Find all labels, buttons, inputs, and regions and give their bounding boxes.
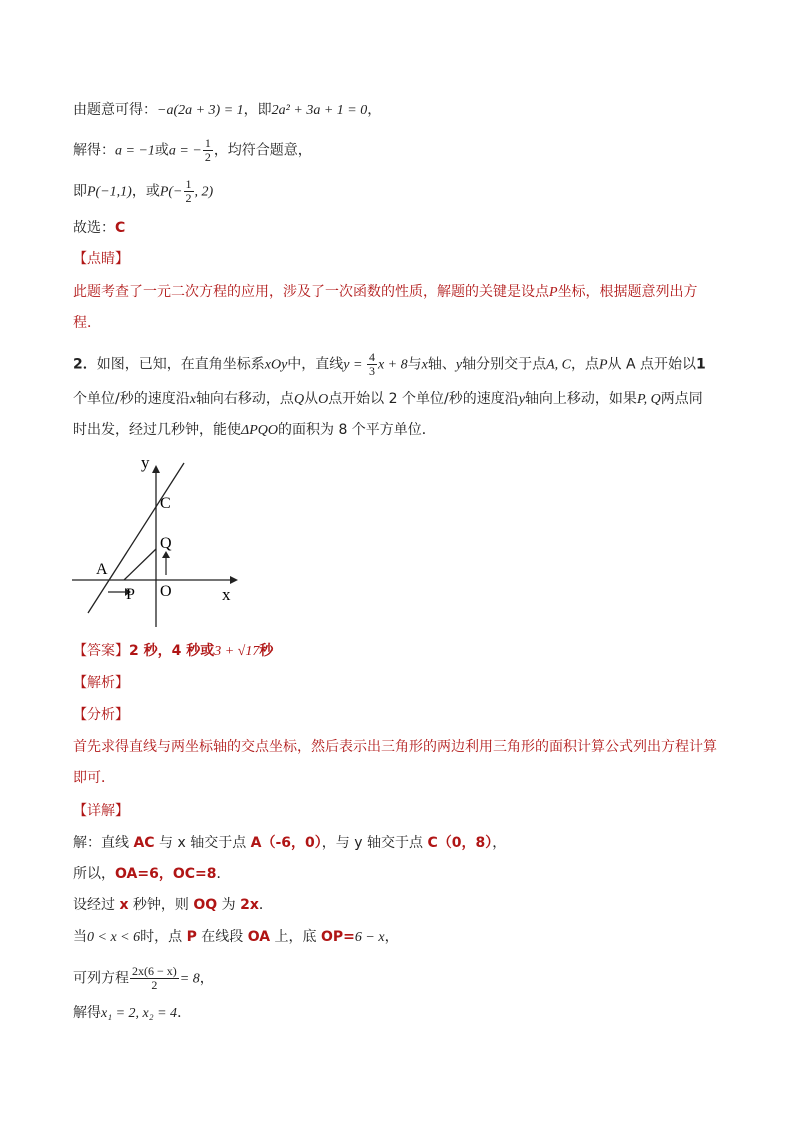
variable: P [549,285,558,300]
label-a: A [96,561,108,578]
text: 坐标，根据题意列出方 [557,284,698,300]
fraction [184,178,194,205]
text: 即 [73,183,87,200]
denominator: 2 [185,191,192,205]
equation: y = [343,357,366,373]
text: 秒钟，则 [128,897,194,913]
question-line-1 [73,351,706,378]
solution-line-2 [73,137,312,164]
analysis-line-1: 首先求得直线与两坐标轴的交点坐标，然后表示出三角形的两边利用三角形的面积计算公式列出方程计算 [73,739,717,755]
detail-line-1 [73,833,506,853]
text: 在线段 [196,929,248,945]
comment-line-2: 程． [73,315,101,331]
detail-line-6 [73,1003,191,1024]
text: ， [199,970,214,987]
text: ， [492,835,507,851]
text: ，点 [570,356,599,373]
question-line-3 [73,420,436,441]
highlight: OA [247,929,271,945]
text: 设经过 [73,897,120,913]
answer-label: 【答案】 [73,643,129,659]
text: 中，直线 [287,356,344,373]
comment-line-1 [73,282,698,303]
detail-line-4 [73,927,399,948]
text: 此题考查了一元二次方程的应用，涉及了一次函数的性质，解题的关键是设点 [73,284,549,300]
detail-line-3 [73,895,273,915]
fraction [203,137,213,164]
label-p: P [126,586,135,603]
highlight: OP= [321,929,355,945]
solution: x₁ = 2, x₂ = 4 [101,1006,178,1021]
coordinate-figure [68,455,248,630]
solution-line-3 [73,178,213,205]
text: 轴向右移动，点 [195,391,294,407]
text: 解得： [73,142,115,159]
highlight: OA=6，OC=8 [115,866,217,882]
text: ，均符合题意， [213,142,312,159]
text: 可列方程 [73,970,129,987]
denominator: 2 [204,150,211,164]
section-fenxi: 【分析】 [73,707,129,723]
triangle: ΔPQO [241,423,278,438]
numerator: 1 [204,136,211,150]
variable: xOy [264,357,288,373]
text: ，即 [243,102,272,118]
text: 解得 [73,1005,101,1021]
q-arrow-head [162,551,170,558]
text: 与 [407,356,422,373]
text: 时出发，经过几秒钟，能使 [73,422,241,438]
text: ． [258,897,273,913]
detail-line-2 [73,864,230,884]
label-x: x [222,585,231,604]
text: ， [384,929,399,945]
text: 轴分别交于点 [462,356,547,373]
solution-line-4 [73,218,125,238]
point: P(−1,1) [87,184,132,200]
variable: x [421,357,428,373]
variable: x [189,392,196,407]
label-c: C [160,495,171,512]
text: 故选： [73,220,115,236]
x-axis-arrow [230,576,238,584]
variable: P [598,357,608,373]
highlight: A（-6，0） [250,835,322,851]
text: 所以， [73,866,115,882]
fraction [130,965,179,992]
variable: y [455,357,463,373]
expression: 6 − x [354,930,385,945]
text: 的面积为 8 个平方单位． [278,422,436,438]
text: 上，底 [270,929,322,945]
text: 点开始以 2 个单位/秒的速度沿 [328,391,519,407]
text: ， [367,102,382,118]
point: P(− [159,184,183,200]
text: 由题意可得： [73,102,157,118]
highlight: P [186,929,197,945]
highlight: 2x [240,897,259,913]
text: 如图，已知，在直角坐标系 [96,356,265,373]
text: ，与 y 轴交于点 [321,835,428,851]
numerator: 2x(6 − x) [132,964,177,978]
text: 从 [304,391,319,407]
variable: A, C [546,357,571,373]
text: 当 [73,929,87,945]
text: ． [177,1005,192,1021]
text: 轴、 [427,356,456,373]
text: 轴向上移动，如果 [524,391,637,407]
denominator: 2 [151,978,158,992]
inequality: 0 < x < 6 [87,930,141,945]
highlight: AC [133,835,155,851]
segment-pq [124,549,156,580]
highlight: x [119,897,129,913]
variable: P, Q [636,392,661,407]
denominator: 3 [368,364,375,378]
label-y: y [141,455,150,472]
text: 解：直线 [73,835,134,851]
text: 为 [217,897,241,913]
numerator: 1 [185,177,192,191]
variable: y [518,392,525,407]
equation: = 8 [179,971,200,987]
fraction [367,351,377,378]
text: 与 x 轴交于点 [154,835,251,851]
detail-line-5 [73,965,214,992]
question-number: 2． [73,356,97,373]
question-line-2 [73,389,703,410]
variable: O [318,392,329,407]
label-q: Q [160,535,172,552]
equation: x + 8 [377,357,408,373]
section-jiexi: 【解析】 [73,675,129,691]
solution-line-1 [73,100,381,121]
text: 从 A 点开始以 [607,356,697,373]
answer-choice: C [115,220,126,236]
equation: a = − [168,143,202,159]
numerator: 4 [368,350,375,364]
text: 个单位/秒的速度沿 [73,391,190,407]
text: ，或 [131,183,160,200]
point: , 2) [194,184,214,200]
equation: 2a² + 3a + 1 = 0 [271,103,368,118]
section-dianjing: 【点睛】 [73,251,129,267]
number: 1 [696,356,706,373]
section-xiangjie: 【详解】 [73,803,129,819]
answer-text: 2 秒，4 秒或 [129,643,215,659]
answer-text: 秒 [259,643,274,659]
variable: Q [293,392,305,407]
label-o: O [160,583,172,600]
highlight: C（0，8） [427,835,493,851]
text: 或 [154,142,169,159]
highlight: OQ [193,897,218,913]
y-axis-arrow [152,465,160,473]
text: 时，点 [140,929,187,945]
analysis-line-2: 即可． [73,770,115,786]
text: 两点同 [660,391,703,407]
answer-math: 3 + √17 [214,644,260,659]
text: ． [216,866,231,882]
answer-line [73,641,273,662]
equation: −a(2a + 3) = 1 [157,103,244,118]
equation: a = −1 [115,143,155,159]
